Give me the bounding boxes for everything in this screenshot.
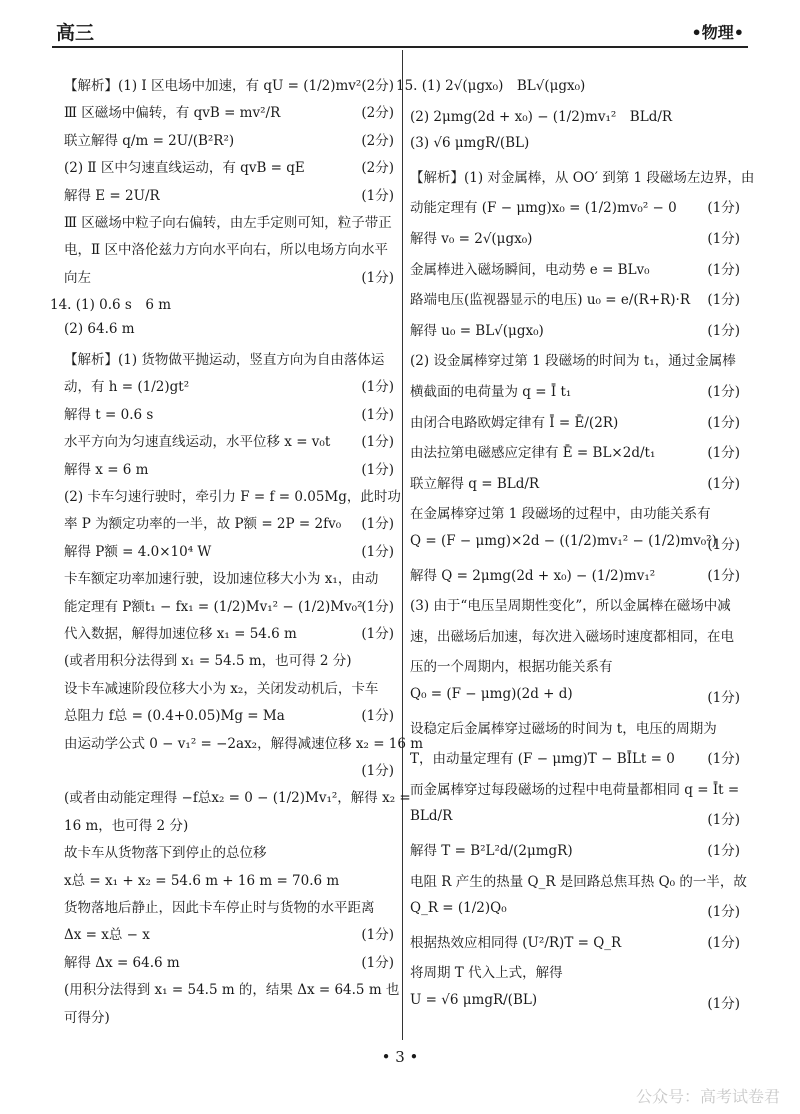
line-text: 解得 P额 = 4.0×10⁴ W — [64, 543, 212, 560]
line-text: 解得 Q = 2μmg(2d + x₀) − (1/2)mv₁² — [410, 567, 656, 584]
score-label: (1分) — [707, 751, 740, 768]
line-text: (2) 卡车匀速行驶时，牵引力 F = f = 0.05Mg，此时功 — [64, 489, 401, 505]
score-label: (2分) — [361, 160, 394, 177]
score-label: (1分) — [707, 567, 740, 584]
line-text: 横截面的电荷量为 q = Ī t₁ — [410, 384, 572, 400]
score-label: (1分) — [361, 434, 394, 451]
line-text: 解得 v₀ = 2√(μgx₀) — [410, 231, 533, 247]
subject-label: •物理• — [691, 23, 744, 42]
line-text: 总阻力 f总 = (0.4+0.05)Mg = Ma — [64, 708, 285, 725]
line-text: 可得分) — [64, 1009, 110, 1026]
watermark: 公众号：高考试卷君 — [635, 1087, 780, 1106]
score-label: (1分) — [361, 708, 394, 725]
line-text: 动能定理有 (F − μmg)x₀ = (1/2)mv₀² − 0 — [410, 200, 677, 217]
line-text: (或者由动能定理得 −f总x₂ = 0 − (1/2)Mv₁²，解得 x₂ = — [64, 790, 411, 807]
grade-label: 高三 — [56, 22, 95, 44]
line-text: 将周期 T 代入上式，解得 — [410, 965, 563, 982]
line-text: 联立解得 q/m = 2U/(B²R²) — [64, 132, 235, 149]
line-text: 货物落地后静止，因此卡车停止时与货物的水平距离 — [64, 900, 375, 916]
score-label: (1分) — [707, 843, 740, 859]
score-label: (1分) — [361, 379, 394, 396]
score-label: (1分) — [707, 996, 740, 1012]
line-text: T，由动量定理有 (F − μmg)T − BĪLt = 0 — [410, 751, 675, 768]
score-label: (1分) — [707, 414, 740, 431]
score-label: (1分) — [707, 690, 740, 706]
line-text: 解得 T = B²L²d/(2μmgR) — [410, 843, 573, 859]
line-text: (3) √6 μmgR/(BL) — [410, 135, 530, 152]
score-label: (1分) — [361, 598, 394, 615]
line-text: 设卡车减速阶段位移大小为 x₂，关闭发动机后，卡车 — [64, 680, 379, 697]
line-text: 解得 x = 6 m — [64, 461, 149, 478]
page-number: • 3 • — [381, 1048, 419, 1066]
score-label: (1分) — [707, 322, 740, 339]
line-text: 金属棒进入磁场瞬间，电动势 e = BLv₀ — [410, 261, 650, 278]
line-text: x总 = x₁ + x₂ = 54.6 m + 16 m = 70.6 m — [64, 872, 340, 889]
line-text: 设稳定后金属棒穿过磁场的时间为 t，电压的周期为 — [410, 720, 717, 737]
line-text: 卡车额定功率加速行驶，设加速位移大小为 x₁，由动 — [64, 571, 379, 588]
score-label: (1分) — [707, 475, 740, 492]
line-text: 故卡车从货物落下到停止的总位移 — [64, 845, 267, 862]
line-text: Q_R = (1/2)Q₀ — [410, 900, 507, 917]
line-text: 解得 u₀ = BL√(μgx₀) — [410, 322, 544, 339]
score-label: (1分) — [361, 543, 394, 560]
line-text: 【解析】(1) Ⅰ 区电场中加速，有 qU = (1/2)mv² — [64, 78, 362, 94]
line-text: 代入数据，解得加速位移 x₁ = 54.6 m — [64, 626, 297, 642]
score-label: (1分) — [361, 187, 394, 204]
score-label: (1分) — [361, 954, 394, 971]
score-label: (1分) — [361, 626, 394, 642]
line-text: (3) 由于“电压呈周期性变化”，所以金属棒在磁场中减 — [410, 598, 731, 615]
line-text: 14. (1) 0.6 s 6 m — [50, 297, 172, 314]
line-text: 在金属棒穿过第 1 段磁场的过程中，由功能关系有 — [410, 506, 711, 523]
score-label: (1分) — [361, 406, 394, 423]
line-text: 电，Ⅱ 区中洛伦兹力方向水平向右，所以电场方向水平 — [64, 242, 388, 259]
line-text: Q = (F − μmg)×2d − ((1/2)mv₁² − (1/2)mv₀²) — [410, 533, 717, 549]
score-label: (2分) — [361, 105, 394, 122]
score-label: (2分) — [361, 132, 394, 149]
line-text: 而金属棒穿过每段磁场的过程中电荷量都相同 q = Īt = — [410, 781, 740, 798]
score-label: (1分) — [707, 384, 740, 400]
score-label: (1分) — [707, 231, 740, 247]
line-text: 电阻 R 产生的热量 Q_R 是回路总焦耳热 Q₀ 的一半，故 — [410, 873, 747, 890]
score-label: (1分) — [361, 269, 394, 286]
line-text: 15. (1) 2√(μgx₀) BL√(μgx₀) — [396, 78, 586, 94]
line-text: 速，出磁场后加速，每次进入磁场时速度都相同，在电 — [410, 628, 734, 645]
line-text: 由运动学公式 0 − v₁² = −2ax₂，解得减速位移 x₂ = 16 m — [64, 735, 424, 752]
line-text: Ⅲ 区磁场中粒子向右偏转，由左手定则可知，粒子带正 — [64, 215, 392, 231]
line-text: 路端电压(监视器显示的电压) u₀ = e/(R+R)·R — [410, 292, 690, 309]
line-text: (2) 设金属棒穿过第 1 段磁场的时间为 t₁，通过金属棒 — [410, 353, 736, 370]
score-label: (1分) — [361, 516, 394, 533]
line-text: Q₀ = (F − μmg)(2d + d) — [410, 686, 573, 702]
line-text: 压的一个周期内，根据功能关系有 — [410, 659, 613, 676]
line-text: 能定理有 P额t₁ − fx₁ = (1/2)Mv₁² − (1/2)Mv₀² — [64, 598, 363, 615]
line-text: (用积分法得到 x₁ = 54.5 m 的，结果 Δx = 64.5 m 也 — [64, 982, 400, 999]
score-label: (1分) — [707, 261, 740, 278]
line-text: 【解析】(1) 货物做平抛运动，竖直方向为自由落体运 — [64, 352, 385, 368]
line-text: 由法拉第电磁感应定律有 Ē = BL×2d/t₁ — [410, 445, 656, 462]
line-text: 16 m，也可得 2 分) — [64, 817, 189, 834]
page-header — [52, 12, 748, 48]
score-label: (2分) — [361, 78, 394, 94]
line-text: 解得 Δx = 64.6 m — [64, 954, 180, 971]
column-divider — [402, 50, 403, 1040]
line-text: 联立解得 q = BLd/R — [410, 475, 540, 492]
score-label: (1分) — [707, 934, 740, 951]
line-text: 由闭合电路欧姆定律有 Ī = Ē/(2R) — [410, 414, 619, 431]
line-text: 向左 — [64, 269, 91, 286]
line-text: Δx = x总 − x — [64, 927, 150, 944]
score-label: (1分) — [707, 445, 740, 462]
line-text: (或者用积分法得到 x₁ = 54.5 m，也可得 2 分) — [64, 653, 352, 670]
line-text: 动，有 h = (1/2)gt² — [64, 379, 190, 396]
line-text: BLd/R — [410, 808, 453, 825]
score-label: (1分) — [707, 292, 740, 309]
score-label: (1分) — [707, 200, 740, 217]
score-label: (1分) — [707, 812, 740, 829]
line-text: (2) 64.6 m — [64, 320, 135, 337]
score-label: (1分) — [707, 904, 740, 921]
score-label: (1分) — [361, 461, 394, 478]
score-label: (1分) — [361, 927, 394, 944]
line-text: U = √6 μmgR/(BL) — [410, 992, 538, 1008]
line-text: 【解析】(1) 对金属棒，从 OO′ 到第 1 段磁场左边界，由 — [410, 169, 755, 186]
line-text: 率 P 为额定功率的一半，故 P额 = 2P = 2fv₀ — [64, 516, 342, 533]
score-label: (1分) — [707, 537, 740, 553]
line-text: (2) 2μmg(2d + x₀) − (1/2)mv₁² BLd/R — [410, 108, 673, 125]
score-label: (1分) — [361, 763, 394, 779]
line-text: 根据热效应相同得 (U²/R)T = Q_R — [410, 934, 622, 951]
line-text: (2) Ⅱ 区中匀速直线运动，有 qvB = qE — [64, 160, 305, 177]
line-text: 水平方向为匀速直线运动，水平位移 x = v₀t — [64, 434, 331, 451]
line-text: 解得 t = 0.6 s — [64, 406, 154, 423]
line-text: 解得 E = 2U/R — [64, 187, 160, 204]
line-text: Ⅲ 区磁场中偏转，有 qvB = mv²/R — [64, 105, 281, 122]
